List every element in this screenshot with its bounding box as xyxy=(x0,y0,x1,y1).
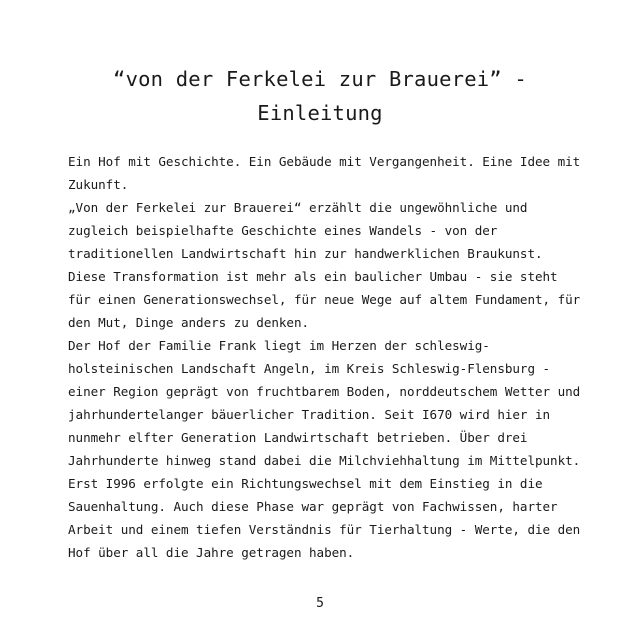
body-line: Sauenhaltung. Auch diese Phase war geprägt von Fachwissen, harter xyxy=(68,499,558,514)
chapter-title-line: Einleitung xyxy=(257,101,383,125)
body-line: Diese Transformation ist mehr als ein baulicher Umbau - sie steht xyxy=(68,269,558,284)
body-line: traditionellen Landwirtschaft hin zur handwerklichen Braukunst. xyxy=(68,246,543,261)
body-line: Zukunft. xyxy=(68,177,129,192)
body-line: nunmehr elfter Generation Landwirtschaft betrieben. Über drei xyxy=(68,430,528,445)
body-line: Der Hof der Familie Frank liegt im Herzen der schleswig- xyxy=(68,338,490,353)
body-text xyxy=(68,150,588,564)
page-number: 5 xyxy=(316,596,324,611)
body-line: zugleich beispielhafte Geschichte eines Wandels - von der xyxy=(68,223,498,238)
body-line: holsteinischen Landschaft Angeln, im Kreis Schleswig-Flensburg - xyxy=(68,361,551,376)
body-line: für einen Generationswechsel, für neue Wege auf altem Fundament, für xyxy=(68,292,581,307)
body-line: jahrhundertelanger bäuerlicher Tradition. Seit I670 wird hier in xyxy=(68,407,551,422)
body-line: Erst I996 erfolgte ein Richtungswechsel mit dem Einstieg in die xyxy=(68,476,543,491)
body-line: einer Region geprägt von fruchtbarem Boden, norddeutschem Wetter und xyxy=(68,384,581,399)
body-line: Hof über all die Jahre getragen haben. xyxy=(68,545,355,560)
body-line: Jahrhunderte hinweg stand dabei die Milchviehhaltung im Mittelpunkt. xyxy=(68,453,581,468)
chapter-title-line: “von der Ferkelei zur Brauerei” - xyxy=(113,67,527,91)
body-line: den Mut, Dinge anders zu denken. xyxy=(68,315,310,330)
body-line: Ein Hof mit Geschichte. Ein Gebäude mit Vergangenheit. Eine Idee mit xyxy=(68,154,581,169)
chapter-title xyxy=(0,62,640,130)
body-line: Arbeit und einem tiefen Verständnis für Tierhaltung - Werte, die den xyxy=(68,522,581,537)
body-line: „Von der Ferkelei zur Brauerei“ erzählt die ungewöhnliche und xyxy=(68,200,528,215)
